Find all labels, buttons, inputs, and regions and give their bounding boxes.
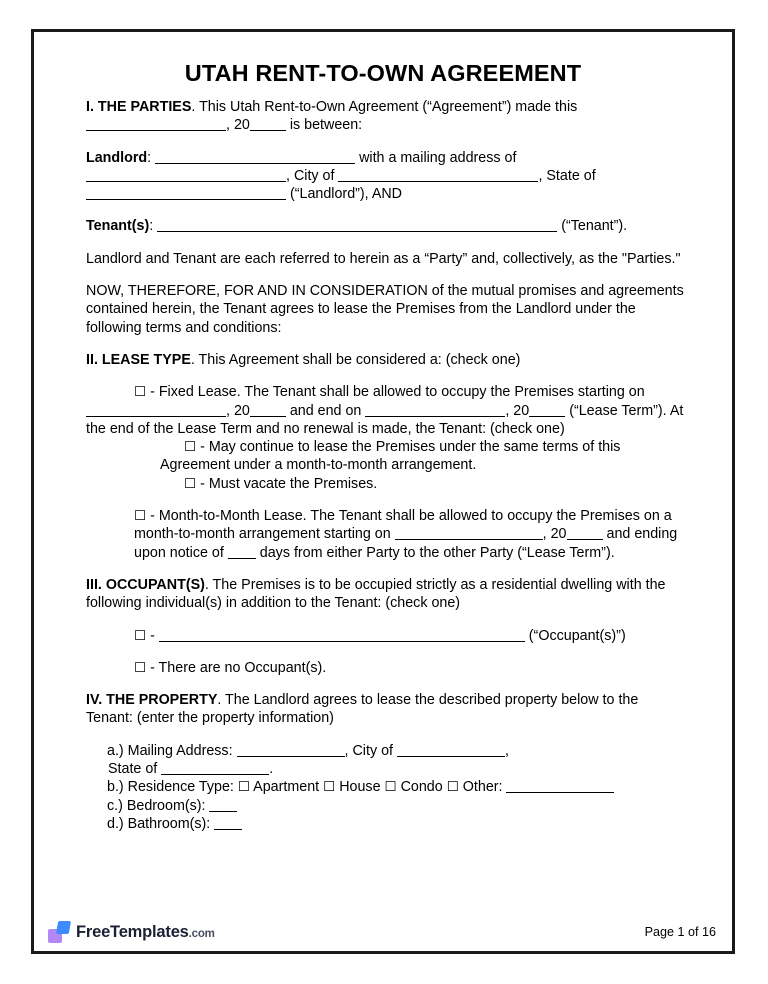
landlord-state-blank-field[interactable] (86, 187, 286, 200)
residence-house-label: House (335, 779, 385, 796)
residence-other-label: Other: (458, 779, 507, 796)
fixed-lease-option (86, 383, 686, 438)
freetemplates-logo[interactable] (48, 921, 215, 943)
landlord-address-blank-field[interactable] (86, 169, 286, 182)
property-item-d (108, 815, 686, 833)
occupant-list-option (134, 627, 686, 645)
fixed-end-year-blank-field[interactable] (529, 404, 565, 417)
page-title: UTAH RENT-TO-OWN AGREEMENT (184, 60, 582, 86)
section-parties-heading: I. THE PARTIES (86, 99, 192, 115)
property-item-c (108, 797, 686, 815)
landlord-name-blank-field[interactable] (155, 151, 355, 164)
section-lease-type-heading: II. LEASE TYPE (86, 351, 191, 368)
property-address-blank-field[interactable] (237, 744, 345, 757)
occupant-list-suffix: (“Occupant(s)”) (524, 627, 626, 644)
sub-option-vacate-premises (160, 475, 686, 493)
fixed-lease-text-5: (“Lease Term”). At the end of the Lease Term and no renewal is made, the Tenant: (check one) (86, 402, 684, 437)
parties-definition-paragraph: Landlord and Tenant are each referred to herein as a “Party” and, collectively, as the "Parties." (86, 250, 681, 267)
month-to-month-checkbox[interactable]: ☐ (134, 508, 147, 524)
occupant-list-prefix: - (146, 627, 159, 644)
monthly-text-3: and ending upon notice of (134, 526, 678, 561)
occupants-intro-text: . The Premises is to be occupied strictly as a residential dwelling with the following individual(s) in addition to the Tenant: (check one) (86, 576, 666, 612)
logo-wordmark (76, 923, 215, 942)
tenant-label: Tenant(s) (86, 218, 150, 235)
mailing-city-label: , City of (344, 742, 397, 759)
fixed-start-year-blank-field[interactable] (250, 404, 286, 417)
fixed-lease-checkbox[interactable]: ☐ (134, 384, 147, 400)
documents-logo-icon (48, 921, 70, 943)
parties-intro-text-1: . This Utah Rent-to-Own Agreement (“Agreement”) made this (191, 99, 578, 115)
bedrooms-label: c.) Bedroom(s): (107, 797, 210, 814)
year-blank-field[interactable] (250, 118, 286, 131)
section-occupants-heading: III. OCCUPANT(S) (86, 576, 205, 593)
bedrooms-blank-field[interactable] (209, 799, 237, 812)
monthly-notice-days-blank-field[interactable] (228, 546, 256, 559)
vacate-premises-checkbox[interactable]: ☐ (184, 475, 197, 491)
logo-tld: .com (188, 927, 215, 940)
landlord-label: Landlord (86, 149, 148, 166)
monthly-start-date-blank-field[interactable] (395, 527, 543, 540)
parties-intro-text-3: is between: (285, 117, 363, 134)
landlord-text-4: , State of (538, 167, 596, 184)
residence-other-checkbox[interactable]: ☐ (446, 779, 459, 795)
section-property-heading: IV. THE PROPERTY (86, 692, 218, 709)
sub-option-continue-lease (160, 438, 686, 475)
occupant-none-text: - There are no Occupant(s). (146, 659, 327, 676)
mailing-period: . (269, 761, 274, 778)
page-footer (34, 913, 732, 943)
document-body (86, 98, 686, 833)
property-intro-text: . The Landlord agrees to lease the described property below to the Tenant: (enter the property information) (86, 692, 639, 727)
bathrooms-label: d.) Bathroom(s): (107, 815, 215, 832)
mailing-address-label: a.) Mailing Address: (107, 742, 237, 759)
fixed-lease-text-3: and end on (285, 402, 366, 419)
monthly-text-4: days from either Party to the other Party (“Lease Term”). (255, 544, 615, 561)
residence-type-label: b.) Residence Type: (107, 779, 238, 796)
occupant-names-blank-field[interactable] (159, 629, 525, 642)
mailing-comma: , (504, 742, 509, 759)
landlord-colon: : (147, 149, 156, 166)
monthly-text-1: - Month-to-Month Lease. The Tenant shall be allowed to occupy the Premises on a month-to-month arrangement starting on (134, 508, 672, 543)
property-item-a (108, 742, 686, 779)
landlord-text-5: (“Landlord”), AND (286, 186, 403, 203)
tenant-colon: : (149, 218, 158, 235)
landlord-text-3: , City of (286, 167, 339, 184)
date-blank-field[interactable] (86, 118, 226, 131)
fixed-lease-text-1: - Fixed Lease. The Tenant shall be allowed to occupy the Premises starting on (146, 384, 645, 401)
tenant-text-2: (“Tenant”). (557, 218, 628, 235)
residence-condo-label: Condo (396, 779, 447, 796)
page-number: Page 1 of 16 (644, 925, 716, 939)
bathrooms-blank-field[interactable] (214, 817, 242, 830)
month-to-month-option (134, 507, 686, 562)
residence-house-checkbox[interactable]: ☐ (323, 779, 336, 795)
continue-lease-text: - May continue to lease the Premises under the same terms of this Agreement under a month-to-month arrangement. (160, 439, 621, 474)
tenant-name-blank-field[interactable] (157, 219, 557, 232)
lease-type-intro-text: . This Agreement shall be considered a: (check one) (190, 351, 521, 368)
landlord-block (86, 149, 686, 204)
fixed-end-date-blank-field[interactable] (365, 404, 505, 417)
residence-other-blank-field[interactable] (506, 780, 614, 793)
fixed-lease-text-4: , 20 (505, 402, 530, 419)
property-state-blank-field[interactable] (161, 762, 269, 775)
occupant-list-checkbox[interactable]: ☐ (134, 627, 147, 643)
landlord-city-blank-field[interactable] (338, 169, 538, 182)
section-parties-intro (86, 98, 686, 135)
fixed-lease-text-2: , 20 (226, 402, 250, 419)
property-item-b (108, 778, 686, 796)
section-lease-type-intro (86, 351, 686, 369)
consideration-paragraph: NOW, THEREFORE, FOR AND IN CONSIDERATION of the mutual promises and agreements contained herein, the Tenant agrees to lease the Premises from the Landlord under the following terms and conditions: (86, 283, 684, 336)
landlord-text-2: with a mailing address of (355, 149, 517, 166)
residence-apartment-checkbox[interactable]: ☐ (237, 779, 250, 795)
residence-apartment-label: Apartment (249, 779, 324, 796)
logo-name: FreeTemplates (76, 922, 189, 941)
residence-condo-checkbox[interactable]: ☐ (384, 779, 397, 795)
monthly-start-year-blank-field[interactable] (567, 527, 603, 540)
document-page (31, 29, 735, 954)
mailing-state-label: State of (108, 761, 162, 778)
occupant-none-checkbox[interactable]: ☐ (134, 659, 147, 675)
occupant-none-option (134, 659, 686, 677)
continue-lease-checkbox[interactable]: ☐ (184, 439, 197, 455)
section-occupants-intro (86, 576, 686, 613)
property-city-blank-field[interactable] (397, 744, 505, 757)
monthly-text-2: , 20 (542, 526, 567, 543)
fixed-start-date-blank-field[interactable] (86, 404, 226, 417)
section-property-intro (86, 691, 686, 728)
vacate-premises-text: - Must vacate the Premises. (196, 475, 378, 492)
tenant-block (86, 217, 686, 235)
parties-intro-text-2: , 20 (226, 117, 250, 134)
